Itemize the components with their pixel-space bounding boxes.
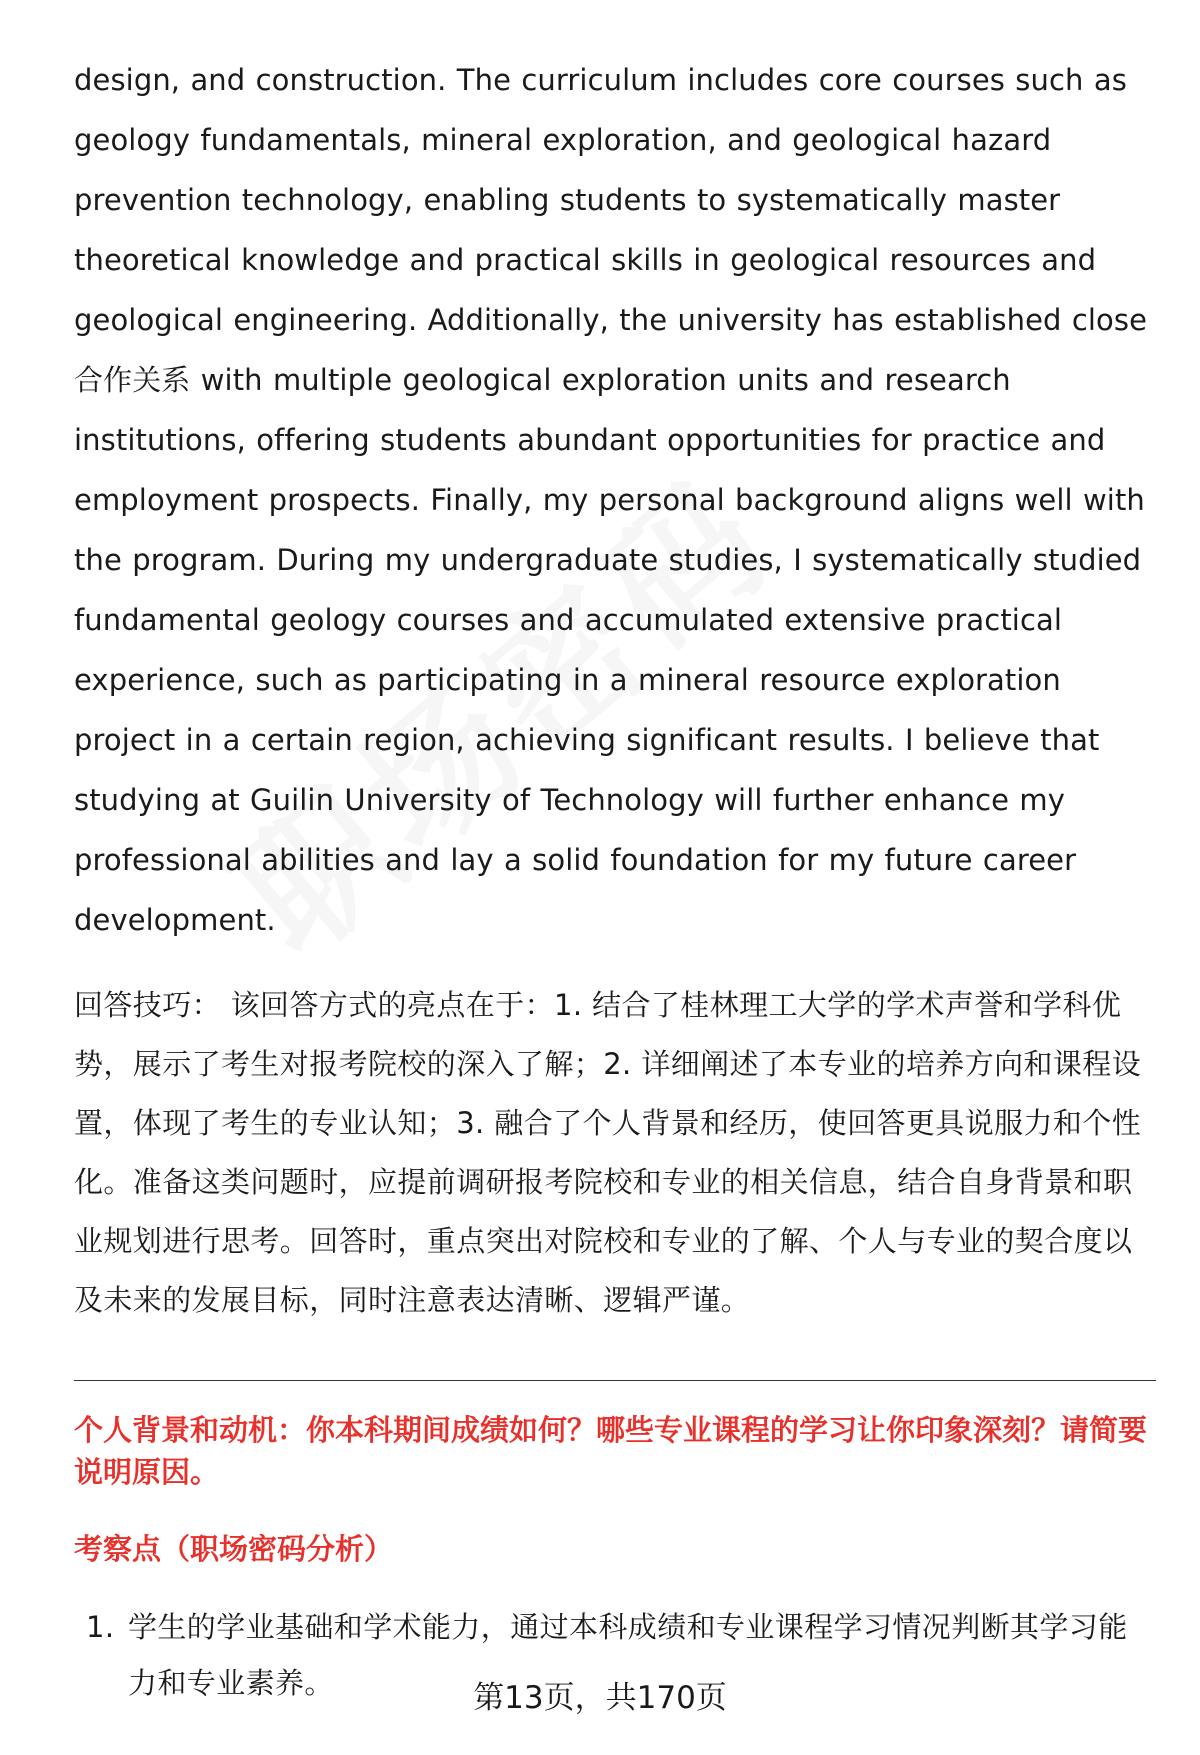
paragraph-answer-tip: 回答技巧： 该回答方式的亮点在于：1. 结合了桂林理工大学的学术声誉和学科优势，展示了考生对报考院校的深入了解；2. 详细阐述了本专业的培养方向和课程设置，体现了考生的专业认知；3. 融合了个人背景和经历，使回答更具说服力和个性化。准备这类问题时，应提前调研报考院校和专业的相关信息，结合自身背景和职业规划进行思考。回答时，重点突出对院校和专业的了解、个人与专业的契合度以及未来的发展目标，同时注意表达清晰、逻辑严谨。 (74, 988, 1142, 1317)
paragraph-answer-english: design, and construction. The curriculum includes core courses such as geology fundamentals, mineral exploration, and geological hazard prevention technology, enabling students to systematically master theoretical knowledge and practical skills in geological resources and geological engineering. Additionally, the university has established close合作关系 with multiple geological exploration units and research institutions, offering students abundant opportunities for practice and employment prospects. Finally, my personal background aligns well with the program. During my undergraduate studies, I systematically studied fundamental geology courses and accumulated extensive practical experience, such as participating in a mineral resource exploration project in a certain region, achieving significant results. I believe that studying at Guilin University of Technology will further enhance my professional abilities and lay a solid foundation for my future career development. (74, 63, 1148, 937)
exam-point-text: 学生的学业基础和学术能力，通过本科成绩和专业课程学习情况判断其学习能力和专业素养。 (128, 1610, 1128, 1700)
document-page (74, 50, 1154, 1711)
exam-point-heading: 考察点（职场密码分析） (74, 1532, 394, 1566)
section-divider (74, 1380, 1156, 1381)
exam-point-number: 1. (86, 1610, 115, 1644)
page-footer-page-number: 第13页，共170页 (473, 1680, 727, 1716)
section-question-heading: 个人背景和动机：你本科期间成绩如何？哪些专业课程的学习让你印象深刻？请简要说明原因。 (74, 1413, 1148, 1489)
